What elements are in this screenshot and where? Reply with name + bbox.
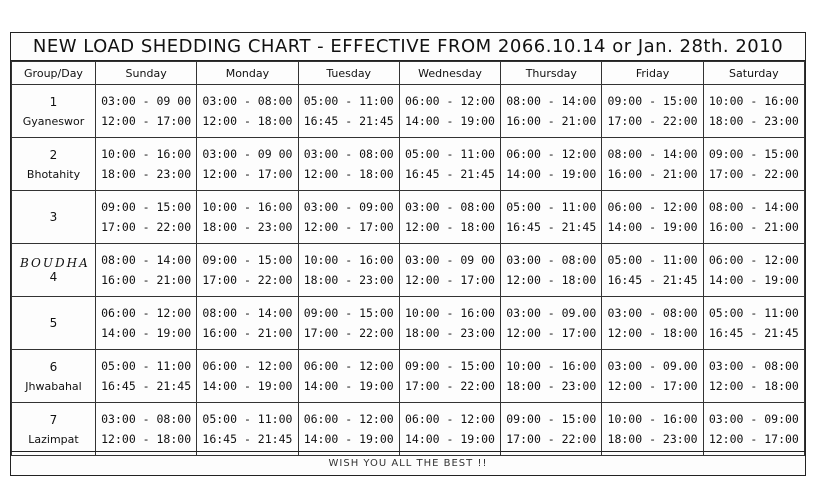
time-slot: 16:45 - 21:45 [506,220,597,234]
time-slot: 14:00 - 19:00 [101,326,192,340]
time-slot: 16:45 - 21:45 [303,114,394,128]
time-slot: 03:00 - 09 00 [404,253,495,267]
time-slot: 12:00 - 18:00 [506,273,597,287]
group-number: 2 [49,147,58,162]
time-slot: 16:00 - 21:00 [708,220,799,234]
schedule-cell [703,85,804,138]
schedule-cell [399,244,500,297]
time-slot: 03:00 - 08:00 [202,94,293,108]
group-cell [12,244,96,297]
time-slot: 16:00 - 21:00 [202,326,293,340]
schedule-cell [501,403,602,456]
schedule-cell [602,403,703,456]
group-area-name: Gyaneswor [22,114,85,128]
time-slot: 14:00 - 19:00 [404,432,495,446]
time-slot: 12:00 - 17:00 [101,114,192,128]
schedule-cell [501,191,602,244]
time-slot: 03:00 - 09 00 [202,147,293,161]
time-slot: 10:00 - 16:00 [202,200,293,214]
group-cell [12,297,96,350]
time-slot: 06:00 - 12:00 [708,253,799,267]
schedule-cell [602,297,703,350]
schedule-cell [602,244,703,297]
group-cell [12,350,96,403]
schedule-cell [197,297,298,350]
schedule-cell [602,350,703,403]
time-slot: 16:00 - 21:00 [607,167,698,181]
time-slot: 16:45 - 21:45 [708,326,799,340]
time-slot: 09:00 - 15:00 [303,306,394,320]
schedule-cell [501,244,602,297]
schedule-cell [399,350,500,403]
time-slot: 03:00 - 09.00 [506,306,597,320]
time-slot: 12:00 - 18:00 [404,220,495,234]
time-slot: 16:45 - 21:45 [607,273,698,287]
time-slot: 09:00 - 15:00 [708,147,799,161]
time-slot: 16:45 - 21:45 [101,379,192,393]
header-day: Monday [197,62,298,85]
schedule-cell [399,138,500,191]
time-slot: 14:00 - 19:00 [202,379,293,393]
time-slot: 18:00 - 23:00 [303,273,394,287]
time-slot: 05:00 - 11:00 [101,359,192,373]
time-slot: 06:00 - 12:00 [303,412,394,426]
time-slot: 06:00 - 12:00 [506,147,597,161]
time-slot: 08:00 - 14:00 [101,253,192,267]
time-slot: 12:00 - 18:00 [101,432,192,446]
schedule-cell [501,138,602,191]
time-slot: 06:00 - 12:00 [303,359,394,373]
time-slot: 18:00 - 23:00 [708,114,799,128]
schedule-cell [96,138,197,191]
time-slot: 14:00 - 19:00 [607,220,698,234]
time-slot: 17:00 - 22:00 [101,220,192,234]
schedule-cell [197,403,298,456]
schedule-cell [298,350,399,403]
schedule-cell [298,138,399,191]
schedule-cell [399,297,500,350]
time-slot: 12:00 - 17:00 [708,432,799,446]
time-slot: 10:00 - 16:00 [101,147,192,161]
time-slot: 17:00 - 22:00 [607,114,698,128]
group-row [12,138,805,191]
header-group-day: Group/Day [12,62,96,85]
time-slot: 06:00 - 12:00 [202,359,293,373]
time-slot: 05:00 - 11:00 [303,94,394,108]
schedule-cell [602,85,703,138]
time-slot: 05:00 - 11:00 [404,147,495,161]
schedule-table [11,61,805,456]
group-area-name: Bhotahity [26,167,81,181]
time-slot: 09:00 - 15:00 [202,253,293,267]
time-slot: 10:00 - 16:00 [506,359,597,373]
group-cell [12,85,96,138]
schedule-cell [501,297,602,350]
group-row [12,297,805,350]
schedule-cell [298,244,399,297]
group-number: 5 [49,316,58,330]
time-slot: 12:00 - 17:00 [404,273,495,287]
schedule-cell [703,403,804,456]
header-day: Friday [602,62,703,85]
time-slot: 16:45 - 21:45 [202,432,293,446]
time-slot: 17:00 - 22:00 [708,167,799,181]
time-slot: 14:00 - 19:00 [506,167,597,181]
time-slot: 16:45 - 21:45 [404,167,495,181]
time-slot: 03:00 - 08:00 [303,147,394,161]
schedule-cell [501,350,602,403]
time-slot: 06:00 - 12:00 [404,412,495,426]
group-row [12,191,805,244]
time-slot: 06:00 - 12:00 [101,306,192,320]
time-slot: 09:00 - 15:00 [607,94,698,108]
time-slot: 12:00 - 17:00 [506,326,597,340]
time-slot: 14:00 - 19:00 [303,432,394,446]
handwritten-note: BOUDHA [20,256,90,270]
schedule-cell [501,85,602,138]
time-slot: 17:00 - 22:00 [404,379,495,393]
schedule-cell [703,138,804,191]
time-slot: 12:00 - 18:00 [708,379,799,393]
time-slot: 12:00 - 17:00 [202,167,293,181]
schedule-cell [703,350,804,403]
time-slot: 05:00 - 11:00 [202,412,293,426]
group-number: 1 [49,94,58,109]
time-slot: 03:00 - 08:00 [607,306,698,320]
time-slot: 05:00 - 11:00 [607,253,698,267]
time-slot: 05:00 - 11:00 [708,306,799,320]
schedule-cell [298,403,399,456]
schedule-cell [96,297,197,350]
schedule-cell [197,138,298,191]
schedule-cell [96,244,197,297]
time-slot: 16:00 - 21:00 [101,273,192,287]
group-number: 7 [49,412,58,427]
time-slot: 16:00 - 21:00 [506,114,597,128]
time-slot: 08:00 - 14:00 [202,306,293,320]
time-slot: 03:00 - 08:00 [101,412,192,426]
schedule-cell [399,85,500,138]
time-slot: 03:00 - 09:00 [303,200,394,214]
group-row [12,244,805,297]
schedule-body [12,85,805,456]
schedule-cell [197,244,298,297]
group-row [12,85,805,138]
schedule-cell [96,403,197,456]
schedule-cell [298,191,399,244]
time-slot: 08:00 - 14:00 [708,200,799,214]
group-number: 4 [49,270,58,284]
header-day: Thursday [501,62,602,85]
time-slot: 03:00 - 09 00 [101,94,192,108]
time-slot: 17:00 - 22:00 [202,273,293,287]
time-slot: 12:00 - 18:00 [607,326,698,340]
group-number: 3 [49,210,58,224]
time-slot: 18:00 - 23:00 [101,167,192,181]
chart-title: NEW LOAD SHEDDING CHART - EFFECTIVE FROM 2066.10.14 or Jan. 28th. 2010 [11,33,805,61]
group-row [12,403,805,456]
group-cell [12,191,96,244]
header-day: Tuesday [298,62,399,85]
schedule-cell [703,191,804,244]
time-slot: 12:00 - 18:00 [303,167,394,181]
header-day: Wednesday [399,62,500,85]
time-slot: 06:00 - 12:00 [404,94,495,108]
schedule-cell [96,191,197,244]
group-area-name: Lazimpat [28,432,79,446]
time-slot: 09:00 - 15:00 [506,412,597,426]
time-slot: 10:00 - 16:00 [404,306,495,320]
schedule-cell [298,85,399,138]
time-slot: 10:00 - 16:00 [303,253,394,267]
time-slot: 12:00 - 17:00 [607,379,698,393]
group-row [12,350,805,403]
schedule-cell [96,85,197,138]
schedule-cell [399,403,500,456]
time-slot: 14:00 - 19:00 [404,114,495,128]
schedule-cell [703,244,804,297]
schedule-cell [197,350,298,403]
group-cell [12,403,96,456]
header-day: Sunday [96,62,197,85]
time-slot: 14:00 - 19:00 [303,379,394,393]
time-slot: 03:00 - 08:00 [708,359,799,373]
time-slot: 17:00 - 22:00 [303,326,394,340]
time-slot: 03:00 - 09.00 [607,359,698,373]
time-slot: 08:00 - 14:00 [607,147,698,161]
footer-message: WISH YOU ALL THE BEST !! [11,451,805,475]
schedule-cell [197,85,298,138]
group-number: 6 [49,359,58,374]
schedule-cell [96,350,197,403]
time-slot: 12:00 - 18:00 [202,114,293,128]
schedule-cell [197,191,298,244]
time-slot: 18:00 - 23:00 [506,379,597,393]
time-slot: 18:00 - 23:00 [607,432,698,446]
time-slot: 06:00 - 12:00 [607,200,698,214]
header-row [12,62,805,85]
time-slot: 09:00 - 15:00 [404,359,495,373]
time-slot: 03:00 - 09:00 [708,412,799,426]
time-slot: 10:00 - 16:00 [607,412,698,426]
load-shedding-chart [10,32,806,476]
time-slot: 10:00 - 16:00 [708,94,799,108]
time-slot: 17:00 - 22:00 [506,432,597,446]
schedule-cell [703,297,804,350]
time-slot: 18:00 - 23:00 [404,326,495,340]
time-slot: 14:00 - 19:00 [708,273,799,287]
time-slot: 12:00 - 17:00 [303,220,394,234]
schedule-cell [602,138,703,191]
header-day: Saturday [703,62,804,85]
schedule-cell [602,191,703,244]
time-slot: 08:00 - 14:00 [506,94,597,108]
time-slot: 03:00 - 08:00 [506,253,597,267]
time-slot: 03:00 - 08:00 [404,200,495,214]
schedule-cell [399,191,500,244]
time-slot: 18:00 - 23:00 [202,220,293,234]
time-slot: 09:00 - 15:00 [101,200,192,214]
time-slot: 05:00 - 11:00 [506,200,597,214]
schedule-cell [298,297,399,350]
group-area-name: Jhwabahal [25,379,82,393]
group-cell [12,138,96,191]
